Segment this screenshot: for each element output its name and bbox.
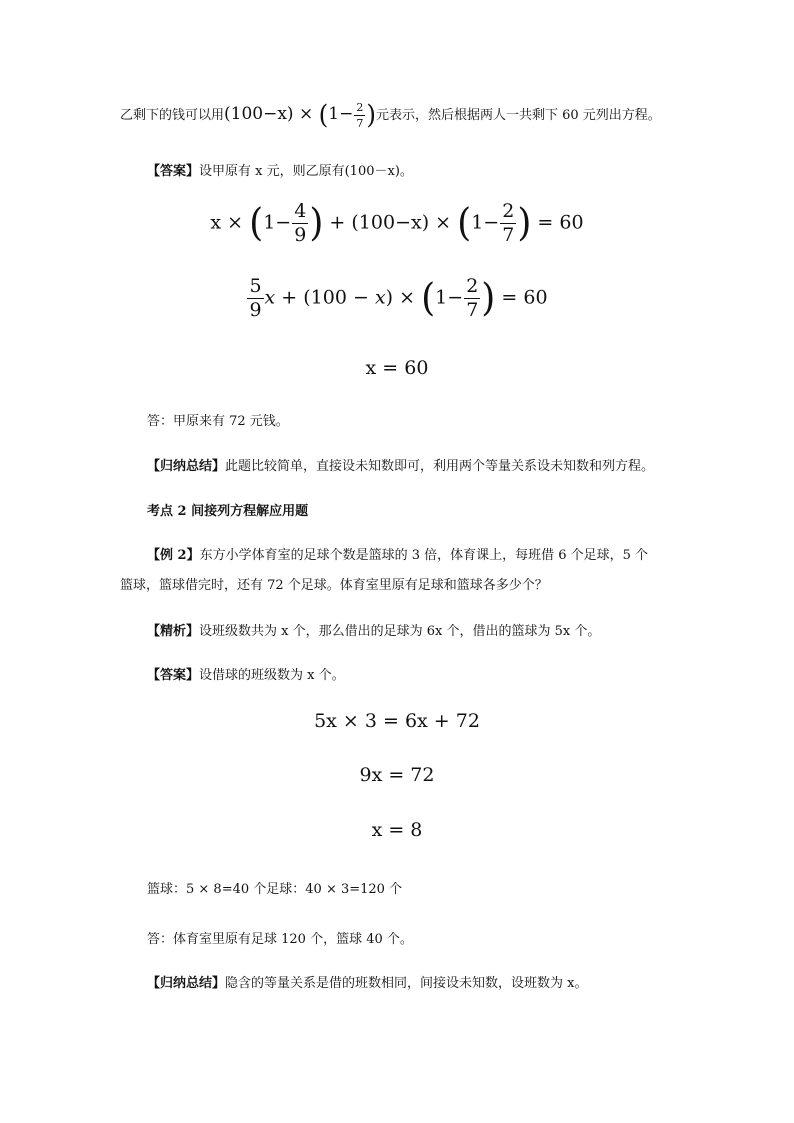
eq1-part-c: + (100−x) ×	[323, 211, 458, 234]
intro-prefix: 乙剩下的钱可以用	[120, 108, 225, 123]
eq1-paren-open: (	[249, 201, 264, 246]
eq1-fraction-2	[500, 202, 516, 245]
answer2-text: 设借球的班级数为 x 个。	[199, 668, 345, 683]
right-paren: )	[366, 99, 376, 130]
eq2-part-e: 1−	[435, 286, 464, 309]
eq2-paren-close: )	[481, 276, 496, 321]
intro-one-minus: 1−	[328, 104, 354, 124]
summary2-label: 【归纳总结】	[147, 976, 226, 991]
section-heading: 考点 2 间接列方程解应用题	[147, 504, 309, 519]
equation-1	[0, 202, 794, 245]
calc-line: 篮球：5 × 8=40 个足球：40 × 3=120 个	[147, 882, 403, 897]
eq1-paren2-close: )	[517, 201, 532, 246]
equation-6: x = 8	[371, 819, 423, 841]
summary2-text: 隐含的等量关系是借的班数相同，间接设未知数，设班数为 x。	[225, 976, 588, 991]
intro-denominator: 7	[356, 117, 364, 130]
eq1-den1: 9	[294, 224, 307, 246]
eq2-x2: x	[374, 286, 386, 309]
eq1-part-a: x ×	[210, 211, 250, 234]
summary1-line	[147, 455, 654, 474]
equation-3: x = 60	[365, 357, 429, 379]
eq2-part-c: + (100 −	[275, 286, 375, 309]
eq2-num2: 2	[466, 275, 479, 297]
equation-5: 9x = 72	[359, 764, 435, 786]
analysis-text: 设班级数共为 x 个，那么借出的足球为 6x 个，借出的篮球为 5x 个。	[199, 624, 601, 639]
eq2-part-f: = 60	[495, 286, 548, 309]
eq2-fraction-2	[464, 277, 480, 320]
eq2-fraction-1	[247, 277, 263, 320]
eq2-den2: 7	[466, 299, 479, 321]
answer1-text: 设甲原有 x 元，则乙原有(100－x)。	[199, 164, 413, 179]
analysis-line	[147, 620, 600, 639]
reply1: 答：甲原来有 72 元钱。	[147, 414, 289, 429]
example2-line1	[147, 544, 648, 563]
eq1-paren2-open: (	[457, 201, 472, 246]
summary1-label: 【归纳总结】	[147, 459, 226, 474]
equation-4: 5x × 3 = 6x + 72	[314, 710, 480, 732]
eq1-part-b: 1−	[263, 211, 292, 234]
equation-2	[0, 277, 794, 320]
answer2-label: 【答案】	[147, 668, 200, 683]
left-paren: (	[318, 99, 329, 130]
example2-label: 【例 2】	[147, 548, 200, 563]
summary1-text: 此题比较简单，直接设未知数即可，利用两个等量关系设未知数和列方程。	[225, 459, 655, 474]
eq1-den2: 7	[502, 224, 515, 246]
eq2-x: x	[264, 286, 276, 309]
intro-numerator: 2	[356, 101, 364, 114]
eq2-paren-open: (	[421, 276, 436, 321]
eq1-part-f: = 60	[531, 211, 584, 234]
eq2-part-c2: ) ×	[385, 286, 422, 309]
eq1-part-e: 1−	[471, 211, 500, 234]
answer2-line	[147, 664, 345, 683]
example2-text1: 东方小学体育室的足球个数是篮球的 3 倍，体育课上，每班借 6 个足球，5 个	[199, 548, 649, 563]
answer1-line	[147, 160, 413, 179]
eq1-num2: 2	[502, 200, 515, 222]
answer1-label: 【答案】	[147, 164, 200, 179]
reply2: 答：体育室里原有足球 120 个，篮球 40 个。	[147, 932, 413, 947]
summary2-line	[147, 972, 587, 991]
intro-expr: (100−x) ×	[224, 104, 319, 124]
eq1-paren-close: )	[309, 201, 324, 246]
eq1-fraction-1	[292, 202, 308, 245]
analysis-label: 【精析】	[147, 624, 200, 639]
intro-fraction	[354, 102, 365, 129]
eq1-num1: 4	[294, 200, 307, 222]
example2-line2: 篮球，篮球借完时，还有 72 个足球。体育室里原有足球和篮球各多少个？	[120, 578, 548, 593]
eq2-den1: 9	[249, 299, 262, 321]
eq2-num1: 5	[249, 275, 262, 297]
intro-line	[120, 99, 661, 130]
intro-suffix: 元表示，然后根据两人一共剩下 60 元列出方程。	[375, 108, 661, 123]
